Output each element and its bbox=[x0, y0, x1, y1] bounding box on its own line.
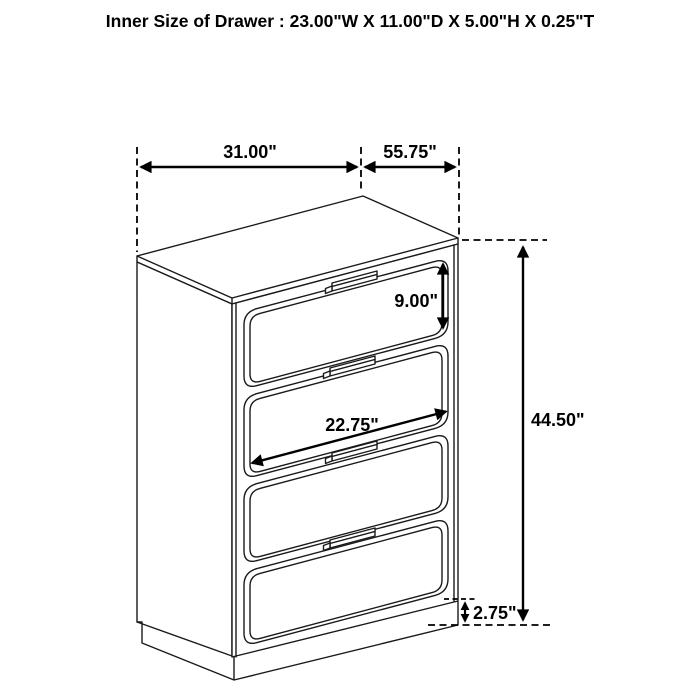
dim-top-depth bbox=[365, 142, 455, 167]
dim-overall-height bbox=[523, 247, 585, 620]
dim-base-height bbox=[465, 603, 517, 623]
dim-top-width-label: 31.00" bbox=[223, 142, 277, 162]
dim-drawer-width-label: 22.75" bbox=[325, 415, 379, 435]
dim-top-depth-label: 55.75" bbox=[383, 142, 437, 162]
page-title: Inner Size of Drawer : 23.00"W X 11.00"D X 5.00"H X 0.25"T bbox=[105, 11, 595, 31]
dim-top-width bbox=[141, 142, 357, 167]
chest-side-panel bbox=[137, 262, 232, 656]
dim-overall-height-label: 44.50" bbox=[531, 410, 585, 430]
chest-drawing bbox=[137, 196, 458, 680]
dim-base-height-label: 2.75" bbox=[473, 603, 517, 623]
dim-drawer-height-label: 9.00" bbox=[394, 291, 438, 311]
